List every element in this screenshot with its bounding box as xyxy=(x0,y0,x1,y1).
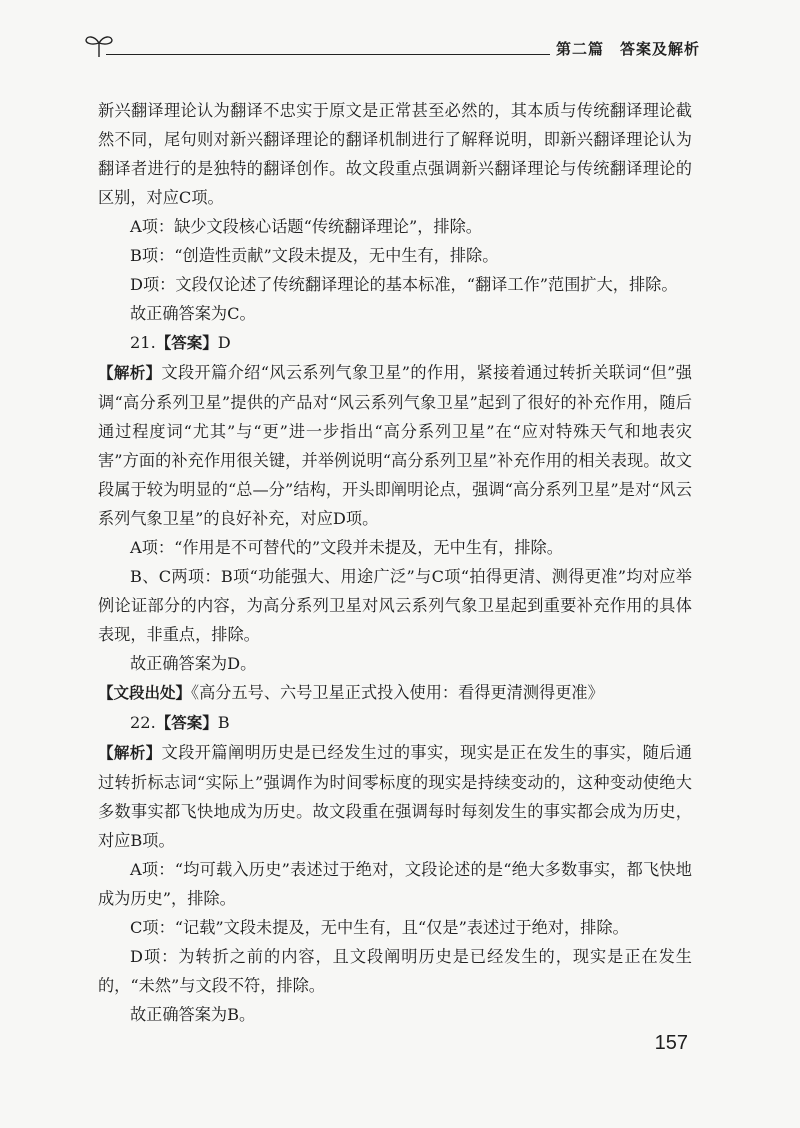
page-header xyxy=(84,30,700,66)
q22-option-a: A项：“均可载入历史”表述过于绝对，文段论述的是“绝大多数事实，都飞快地成为历史”，排除。 xyxy=(98,860,692,908)
q20-option-b: B项：“创造性贡献”文段未提及，无中生有，排除。 xyxy=(130,246,499,265)
q22-analysis-text: 文段开篇阐明历史是已经发生过的事实，现实是正在发生的事实，随后通过转折标志词“实际上”强调作为时间零标度的现实是持续变动的，这种变动使绝大多数事实都飞快地成为历史。故文段重在强调每时每刻发生的事实都会成为历史，对应B项。 xyxy=(98,743,692,850)
q22-answer-line xyxy=(98,708,692,738)
q21-source-label: 【文段出处】 xyxy=(98,684,192,702)
page-body xyxy=(98,96,692,1029)
q21-answer-line xyxy=(98,328,692,358)
q22-option-c: C项：“记载”文段未提及，无中生有，且“仅是”表述过于绝对，排除。 xyxy=(130,918,629,937)
q21-conclusion: 故正确答案为D。 xyxy=(130,654,257,673)
q21-source-text: 《高分五号、六号卫星正式投入使用：看得更清测得更准》 xyxy=(191,683,604,702)
q22-answer-label: 【答案】 xyxy=(155,714,218,732)
header-rule xyxy=(106,54,550,55)
q21-analysis-label: 【解析】 xyxy=(98,364,162,382)
q21-option-a: A项：“作用是不可替代的”文段并未提及，无中生有，排除。 xyxy=(130,538,563,557)
q22-number: 22. xyxy=(130,713,156,732)
q21-analysis xyxy=(98,358,692,533)
q22-option-d: D项：为转折之前的内容，且文段阐明历史是已经发生的，现实是正在发生的，“未然”与文段不符，排除。 xyxy=(98,947,692,995)
q20-option-d: D项：文段仅论述了传统翻译理论的基本标准，“翻译工作”范围扩大，排除。 xyxy=(130,275,678,294)
q21-answer-label: 【答案】 xyxy=(155,334,218,352)
q20-analysis-continuation: 新兴翻译理论认为翻译不忠实于原文是正常甚至必然的，其本质与传统翻译理论截然不同，尾句则对新兴翻译理论的翻译机制进行了解释说明，即新兴翻译理论认为翻译者进行的是独特的翻译创作。故文段重点强调新兴翻译理论与传统翻译理论的区别，对应C项。 xyxy=(98,101,692,207)
q21-answer-value: D xyxy=(217,333,231,352)
q21-number: 21. xyxy=(130,333,156,352)
q22-analysis-label: 【解析】 xyxy=(98,744,162,762)
q21-option-bc: B、C两项：B项“功能强大、用途广泛”与C项“拍得更清、测得更准”均对应举例论证部分的内容，为高分系列卫星对风云系列气象卫星起到重要补充作用的具体表现，非重点，排除。 xyxy=(98,567,692,644)
q22-analysis xyxy=(98,738,692,855)
q22-conclusion: 故正确答案为B。 xyxy=(130,1005,256,1024)
section-title: 第二篇 答案及解析 xyxy=(555,40,700,58)
q21-source xyxy=(98,678,692,708)
q22-answer-value: B xyxy=(217,713,230,732)
page-number: 157 xyxy=(654,1032,688,1054)
q20-conclusion: 故正确答案为C。 xyxy=(130,304,256,323)
q20-option-a: A项：缺少文段核心话题“传统翻译理论”，排除。 xyxy=(130,217,482,236)
q21-analysis-text: 文段开篇介绍“风云系列气象卫星”的作用，紧接着通过转折关联词“但”强调“高分系列卫星”提供的产品对“风云系列气象卫星”起到了很好的补充作用，随后通过程度词“尤其”与“更”进一步指出“高分系列卫星”在“应对特殊天气和地表灾害”方面的补充作用很关键，并举例说明“高分系列卫星”补充作用的相关表现。故文段属于较为明显的“总—分”结构，开头即阐明论点，强调“高分系列卫星”是对“风云系列气象卫星”的良好补充，对应D项。 xyxy=(98,363,692,528)
